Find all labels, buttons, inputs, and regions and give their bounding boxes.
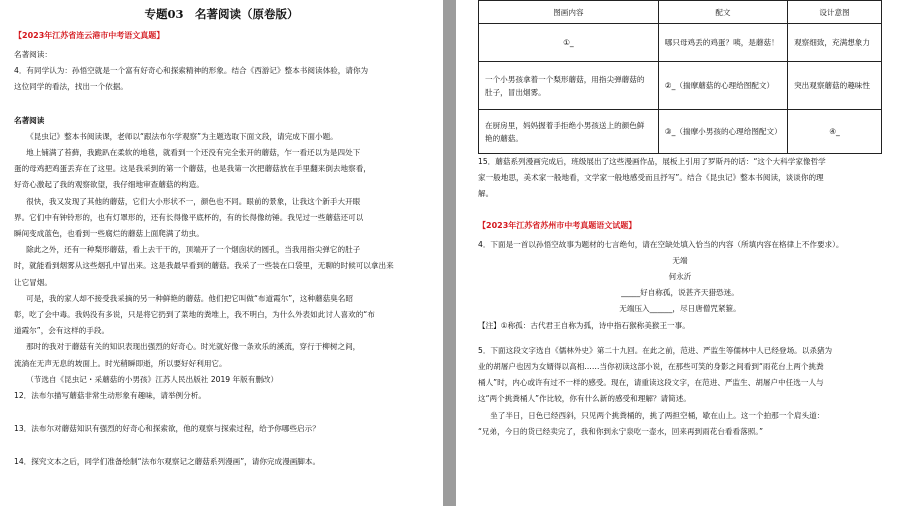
document-page-left: [0, 0, 443, 506]
paragraph-1-line2: 蛋的母鸡把鸡蛋丢弃在了这里。这是我采到的第一个蘑菇，也是我第一次把蘑菇放在手里翻来倒去地察看，: [14, 164, 371, 174]
table-cell: ②_（揣摩蘑菇的心理给图配文）: [658, 62, 787, 110]
question-5-line4: 这“两个挑粪桶人”作比较，你有什么新的感受和理解？请简述。: [478, 394, 691, 404]
table-cell: ③_（揣摩小男孩的心理给图配文）: [658, 110, 787, 154]
table-header: 配文: [658, 1, 787, 24]
question-12: 12．法布尔描写蘑菇非常生动形象有趣味，请举例分析。: [14, 391, 206, 401]
question-5-line1: 5．下面这段文字选自《儒林外史》第二十九回。在此之前，范进、严监生等儒林中人已经登场。以杀猪为: [478, 345, 833, 355]
source-label: 【2023年江苏省连云港市中考语文真题】: [14, 31, 165, 40]
section-heading: 名著阅读: [14, 115, 45, 125]
question-13: 13．法布尔对蘑菇知识有强烈的好奇心和探索欲，他的观察与探索过程，给予你哪些启示？: [14, 424, 320, 434]
question-5-line2: 业的胡屠户也因为女婿得以高相……当你初读这部小说，在那些可笑的身影之间看到“雨花台上两个挑粪: [478, 362, 824, 372]
table-header: 图画内容: [479, 1, 659, 24]
table-cell: 突出观察蘑菇的趣味性: [788, 62, 882, 110]
table-cell: 观察细致，充满想象力: [788, 24, 882, 62]
paragraph-4-line1: 可是，我的家人却不接受我采摘的另一种鲜艳的蘑菇。他们把它叫做“布道霞尔”，这种蘑菇臭名昭: [26, 293, 353, 303]
question-label: 名著阅读：: [14, 50, 52, 59]
question-5-quote-line1: 坐了半日，日色已经西斜，只见两个挑粪桶的，挑了两担空桶，歇在山上。这一个拍那一个肩头道：: [490, 410, 825, 420]
paragraph-5-line1: 那时的我对于蘑菇有关的知识表现出强烈的好奇心。时光就好像一条欢乐的溪流，穿行于柳树之间，: [26, 342, 361, 352]
paragraph-5-line2: 流淌在无声无息的坡面上。时光稍瞬即逝，所以要好好利用它。: [14, 358, 227, 368]
reading-intro: 《昆虫记》整本书阅读课，老师以“跟法布尔学观察”为主题选取下面文段，请完成下面小题。: [26, 131, 338, 141]
poem-line-1: _____好自称孤，说甚齐天猎恐迷。: [621, 288, 739, 298]
table-cell: 一个小男孩拿着一个梨形蘑菇，用指尖弹蘑菇的肚子，冒出烟雾。: [479, 62, 659, 110]
paragraph-2-line2: 界。它们中有钟铃形的，也有灯罩形的，还有长得像平底杯的，有的长得像纺锤。我见过一些蘑菇还可以: [14, 212, 364, 222]
question-4-line2: 这位同学的看法，找出一个依据。: [14, 82, 128, 92]
table-header-row: [479, 1, 882, 24]
paragraph-3-line2: 时，就能看到烟雾从这些烟孔中冒出来。这是我最早看到的蘑菇。我采了一些装在口袋里，无聊的时候可以拿出来: [14, 261, 394, 271]
citation: （节选自《昆虫记・采蘑菇的小男孩》江苏人民出版社 2019 年版有删改）: [26, 374, 279, 384]
table-row: [479, 24, 882, 62]
page-title: 专题03 名著阅读（原卷版）: [144, 7, 299, 21]
question-5-line3: 桶人”时，内心或许有过不一样的感受。现在，请重读这段文字，在范进、严监生、胡屠户中任选一人与: [478, 378, 824, 388]
paragraph-2-line3: 瞬间变成蓝色，也看到一些腐烂的蘑菇上面爬满了幼虫。: [14, 229, 204, 239]
paragraph-1-line3: 好奇心激起了我的观察欲望，我仔细地审查蘑菇的构造。: [14, 180, 204, 190]
table-header: 设计意图: [788, 1, 882, 24]
table-row: [479, 110, 882, 154]
question-15-line2: 家一般地思，美术家一般地看，文学家一般地感受而且抒写”。结合《昆虫记》整本书阅读，谈谈你的理: [478, 173, 824, 183]
page-divider: [443, 0, 456, 506]
paragraph-1-line1: 地上铺满了苔藓，我跪趴在柔软的地毯，就看到一个还没有完全张开的蘑菇，乍一看还以为是四处下: [26, 148, 361, 158]
poem-author: 何永沂: [668, 272, 692, 282]
question-5-quote-line2: “兄弟，今日的货已经卖完了，我和你到永宁泉吃一壶水，回来再到雨花台看看落照。”: [478, 426, 764, 436]
comic-script-table: [478, 0, 882, 154]
paragraph-4-line2: 彰，吃了会中毒。我妈没有多说，只是将它扔到了菜地的粪堆上，我不明白，为什么外表如此讨人喜欢的“布: [14, 310, 375, 320]
poem-note: 【注】①称孤：古代君王自称为孤，诗中指石猴称美猴王一事。: [478, 320, 690, 330]
table-cell: ①_: [479, 24, 659, 62]
question-4-line1: 4．有同学认为：孙悟空就是一个富有好奇心和探索精神的形象。结合《西游记》整本书阅读体验，请你为: [14, 66, 369, 76]
poem-title: 无端: [672, 255, 688, 265]
document-page-right: [456, 0, 900, 506]
poem-line-2: 无端压入______，尽日唐僧咒紧箍。: [619, 304, 741, 314]
table-cell: ④_: [788, 110, 882, 154]
source-label: 【2023年江苏省苏州市中考真题语文试题】: [478, 220, 637, 230]
question-14: 14．探究文本之后，同学们准备绘制“法布尔观察记之蘑菇系列漫画”，请你完成漫画脚本。: [14, 457, 321, 467]
paragraph-4-line3: 道霞尔”，会有这样的手段。: [14, 326, 110, 336]
paragraph-3-line1: 除此之外，还有一种梨形蘑菇，看上去干干的，顶端开了一个烟囱状的圆孔，当我用指尖弹它的肚子: [26, 245, 361, 255]
paragraph-2-line1: 很快，我又发现了其他的蘑菇，它们大小形状不一，颜色也不同。眼前的景象，让我这个新手大开眼: [26, 196, 361, 206]
question-15-line3: 解。: [478, 189, 494, 199]
table-row: [479, 62, 882, 110]
table-cell: 在厨房里，妈妈握着手拒绝小男孩送上的颜色鲜艳的蘑菇。: [479, 110, 659, 154]
table-cell: 哪只母鸡丢的鸡蛋？咦，是蘑菇！: [658, 24, 787, 62]
question-4-text: 4．下面是一首以孙悟空故事为题材的七言绝句，请在空缺处填入恰当的内容（所填内容在格律上不作要求）。: [478, 239, 844, 249]
paragraph-3-line3: 让它冒烟。: [14, 277, 52, 287]
question-15-line1: 15．蘑菇系列漫画完成后，班级展出了这些漫画作品，展板上引用了罗斯丹的话：“这个大科学家像哲学: [478, 157, 826, 166]
